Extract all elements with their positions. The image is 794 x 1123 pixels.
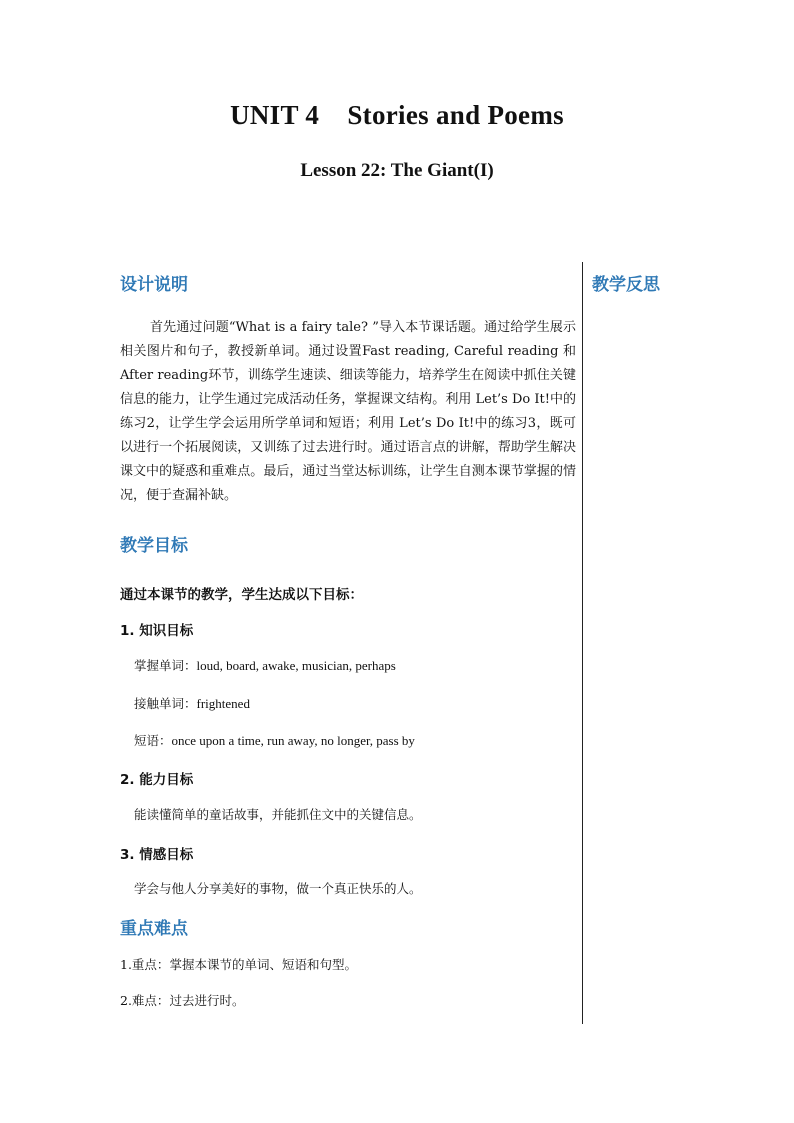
emotion-title: 3. 情感目标 [120,847,194,863]
contact-words-value: frightened [196,696,250,711]
key-point-1 [120,955,357,973]
contact-words [134,694,250,712]
lesson-title: Lesson 22: The Giant(I) [300,160,494,181]
key-point-2-label: 2.难点： [120,993,170,1008]
key-points-heading: 重点难点 [120,919,188,939]
phrases-value: once upon a time, run away, no longer, pass by [171,733,415,748]
emotion-text: 学会与他人分享美好的事物，做一个真正快乐的人。 [134,881,422,896]
key-point-2-text: 过去进行时。 [169,993,245,1008]
phrases [134,731,415,749]
objectives-intro: 通过本课节的教学，学生达成以下目标： [120,587,363,603]
design-heading: 设计说明 [120,275,188,295]
phrases-label: 短语： [134,733,172,748]
master-words-value: loud, board, awake, musician, perhaps [196,658,396,673]
master-words-label: 掌握单词： [134,658,197,673]
ability-title: 2. 能力目标 [120,772,194,788]
ability-text: 能读懂简单的童话故事，并能抓住文中的关键信息。 [134,807,422,822]
design-paragraph: 首先通过问题“What is a fairy tale? ”导入本节课话题。通过给学生展示相关图片和句子，教授新单词。通过设置Fast reading, Careful reading 和After reading环节，训练学生速读、细读等能力，培养学生在阅读中抓住关键信息的能力，让学生通过完成活动任务，掌握课文结构。利用 Let’s Do It!中的练习2，让学生学会运用所学单词和短语；利用 Let’s Do It!中的练习3，既可以进行一个拓展阅读，又训练了过去进行时。通过语言点的讲解，帮助学生解决课文中的疑惑和重难点。最后，通过当堂达标训练，让学生自测本课节掌握的情况，便于查漏补缺。 [120,320,576,503]
key-point-1-label: 1.重点： [120,957,170,972]
objectives-heading: 教学目标 [120,536,188,556]
contact-words-label: 接触单词： [134,696,197,711]
key-point-1-text: 掌握本课节的单词、短语和句型。 [169,957,357,972]
unit-title: UNIT 4 Stories and Poems [230,100,564,130]
master-words [134,656,396,674]
column-divider [582,262,583,1024]
reflection-heading: 教学反思 [592,275,660,295]
knowledge-title: 1. 知识目标 [120,623,194,639]
key-point-2 [120,991,244,1009]
